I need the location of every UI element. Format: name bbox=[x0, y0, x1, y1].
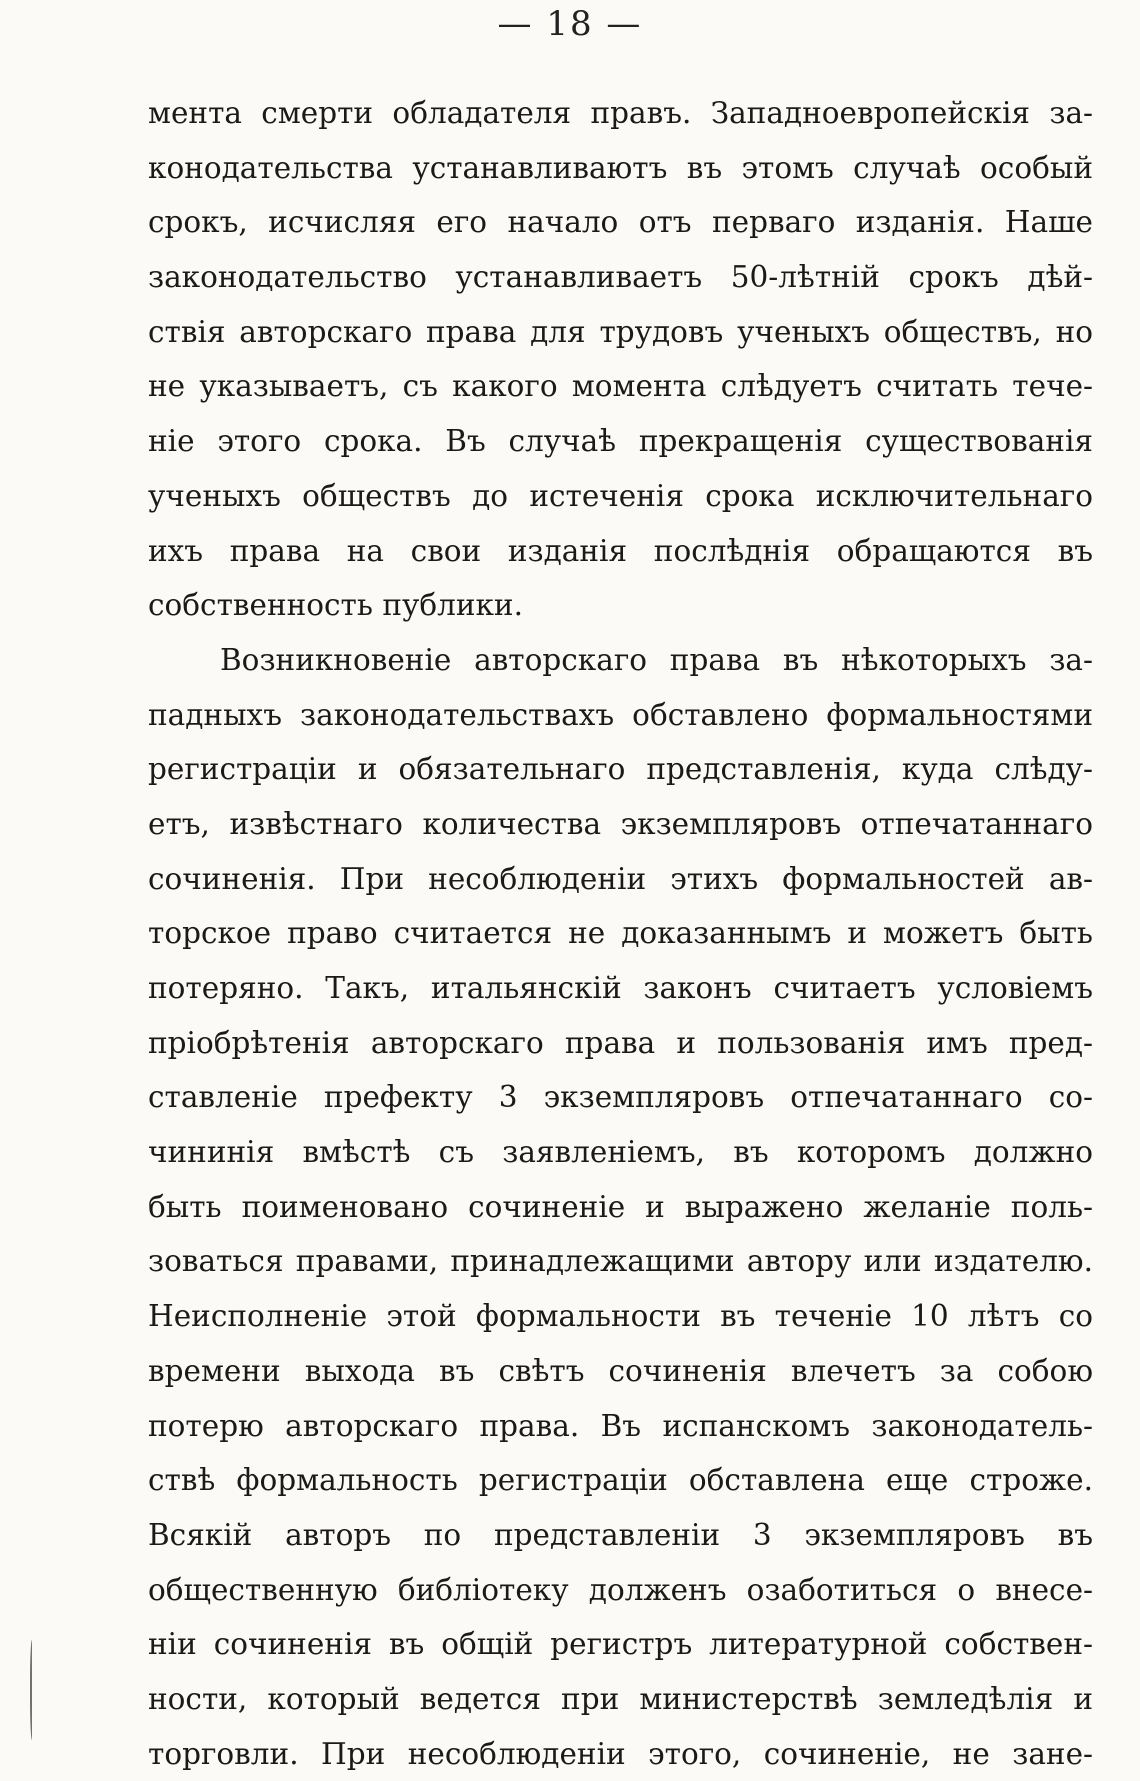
text-line: конодательства устанавливаютъ въ этомъ случаѣ особый bbox=[148, 150, 1093, 185]
text-line: ніе этого срока. Въ случаѣ прекращенія существованія bbox=[148, 424, 1093, 459]
paragraph-2 bbox=[148, 633, 1093, 1781]
text-line: сочиненія. При несоблюденіи этихъ формальностей ав- bbox=[148, 861, 1093, 896]
text-line: времени выхода въ свѣтъ сочиненія влечетъ за собою bbox=[148, 1353, 1093, 1388]
text-line: етъ, извѣстнаго количества экземпляровъ отпечатаннаго bbox=[148, 806, 1093, 841]
text-line: ствія авторскаго права для трудовъ ученыхъ обществъ, но bbox=[148, 314, 1093, 349]
text-line: ставленіе префекту 3 экземпляровъ отпечатаннаго со- bbox=[148, 1080, 1093, 1115]
text-line: ности, который ведется при министерствѣ земледѣлія и bbox=[148, 1681, 1093, 1716]
page-number-header: — 18 — bbox=[497, 4, 643, 44]
text-line: ніи сочиненія въ общій регистръ литературной собствен- bbox=[148, 1627, 1093, 1662]
text-line: падныхъ законодательствахъ обставлено формальностями bbox=[148, 697, 1093, 732]
text-line: Всякій авторъ по представленіи 3 экземпляровъ въ bbox=[148, 1517, 1093, 1552]
text-line: торговли. При несоблюденіи этого, сочиненіе, не зане- bbox=[148, 1736, 1093, 1771]
text-line: срокъ, исчисляя его начало отъ перваго изданія. Наше bbox=[148, 205, 1093, 240]
text-line: собственность публики. bbox=[148, 588, 523, 623]
text-line: общественную библіотеку долженъ озаботиться о внесе- bbox=[148, 1572, 1093, 1607]
text-line: ихъ права на свои изданія послѣднія обращаются въ bbox=[148, 533, 1093, 568]
text-line: быть поименовано сочиненіе и выражено желаніе поль- bbox=[148, 1189, 1093, 1224]
paragraph-1 bbox=[148, 86, 1093, 633]
text-line: зоваться правами, принадлежащими автору или издателю. bbox=[148, 1244, 1093, 1279]
page-edge-mark bbox=[30, 1640, 35, 1740]
text-line: потеряно. Такъ, итальянскій законъ считаетъ условіемъ bbox=[148, 971, 1093, 1005]
text-line: торское право считается не доказаннымъ и можетъ быть bbox=[148, 916, 1093, 951]
text-line: ученыхъ обществъ до истеченія срока исключительнаго bbox=[148, 478, 1093, 513]
text-line: ствѣ формальность регистраціи обставлена еще строже. bbox=[148, 1463, 1093, 1498]
text-line: потерю авторскаго права. Въ испанскомъ законодатель- bbox=[148, 1408, 1093, 1443]
text-line: не указываетъ, съ какого момента слѣдуетъ считать тече- bbox=[148, 369, 1093, 404]
text-line: пріобрѣтенія авторскаго права и пользованія имъ пред- bbox=[148, 1025, 1093, 1060]
text-line: чининія вмѣстѣ съ заявленіемъ, въ которомъ должно bbox=[148, 1135, 1093, 1170]
text-line: Неисполненіе этой формальности въ теченіе 10 лѣтъ со bbox=[148, 1299, 1093, 1334]
text-line: законодательство устанавливаетъ 50-лѣтній срокъ дѣй- bbox=[148, 260, 1093, 295]
text-line: мента смерти обладателя правъ. Западноевропейскія за- bbox=[148, 96, 1093, 130]
text-line: Возникновеніе авторскаго права въ нѣкоторыхъ за- bbox=[220, 642, 1093, 677]
text-line: регистраціи и обязательнаго представленія, куда слѣду- bbox=[148, 752, 1093, 787]
body-text bbox=[148, 86, 1093, 1781]
